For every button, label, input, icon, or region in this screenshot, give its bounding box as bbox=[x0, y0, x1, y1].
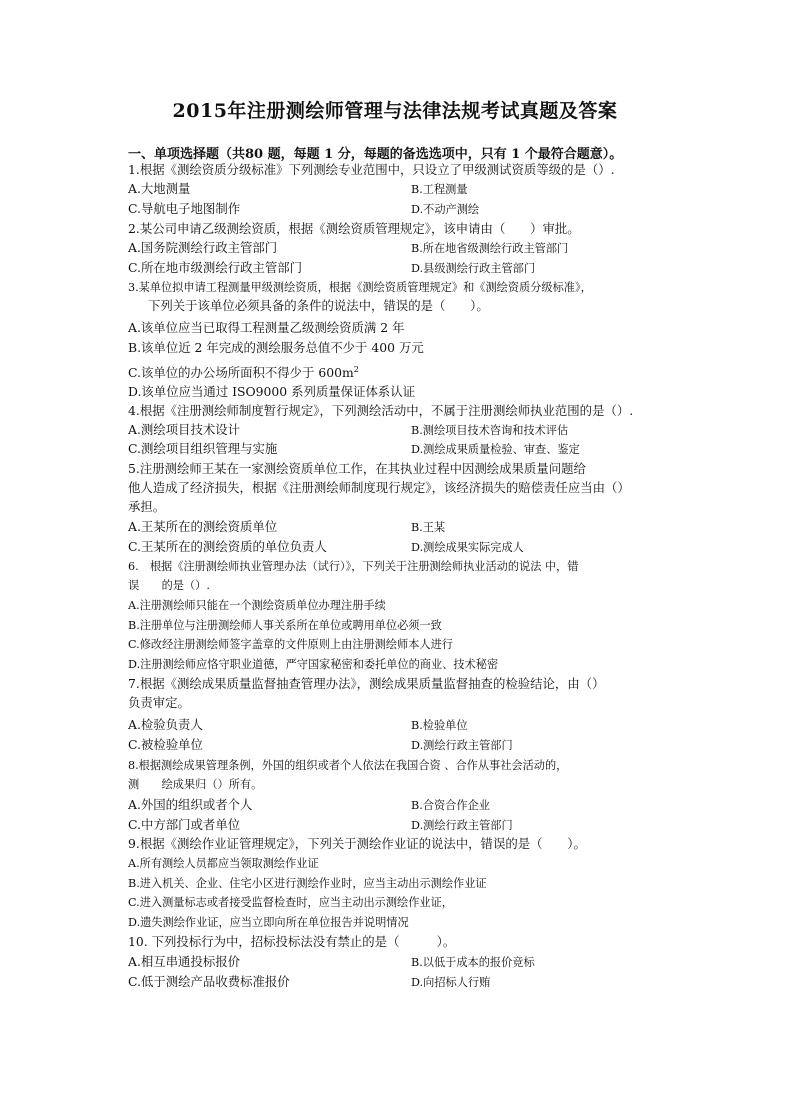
question-2-option-d: D.县级测绘行政主管部门 bbox=[411, 262, 536, 275]
question-5-option-a: A.王某所在的测绘资质单位 bbox=[128, 519, 278, 534]
question-7-option-c: C.被检验单位 bbox=[128, 737, 203, 752]
question-5-option-b: B.王某 bbox=[411, 521, 446, 534]
question-3-stem-line-2: 下列关于该单位必须具备的条件的说法中，错误的是（ ）。 bbox=[148, 298, 489, 313]
question-8-stem-line-2: 测 绘成果归（）所有。 bbox=[128, 778, 263, 791]
question-1-option-b: B.工程测量 bbox=[411, 183, 468, 196]
question-6-option-a: A.注册测绘师只能在一个测绘资质单位办理注册手续 bbox=[128, 599, 386, 612]
question-7-option-b: B.检验单位 bbox=[411, 719, 468, 732]
question-4-option-a: A.测绘项目技术设计 bbox=[128, 422, 241, 437]
question-10-option-b: B.以低于成本的报价竞标 bbox=[411, 956, 535, 969]
question-7-option-d: D.测绘行政主管部门 bbox=[411, 739, 513, 752]
question-2-option-b: B.所在地省级测绘行政主管部门 bbox=[411, 242, 569, 255]
question-7-stem-line-2: 负责审定。 bbox=[128, 695, 190, 710]
question-4-option-b: B.测绘项目技术咨询和技术评估 bbox=[411, 424, 569, 437]
question-4-option-d: D.测绘成果质量检验、审查、鉴定 bbox=[411, 443, 580, 456]
question-3-option-b: B.该单位近 2 年完成的测绘服务总值不少于 400 万元 bbox=[128, 340, 424, 355]
section-heading: 一、单项选择题（共80 题，每题 1 分，每题的备选选项中，只有 1 个最符合题意）。 bbox=[128, 147, 623, 162]
page-title: 2015年注册测绘师管理与法律法规考试真题及答案 bbox=[172, 100, 618, 122]
question-10-option-a: A.相互串通投标报价 bbox=[128, 954, 241, 969]
question-2-option-a: A.国务院测绘行政主管部门 bbox=[128, 240, 278, 255]
question-9-option-a: A.所有测绘人员都应当领取测绘作业证 bbox=[128, 857, 319, 870]
question-1-option-d: D.不动产测绘 bbox=[411, 203, 480, 216]
question-5-stem-line-2: 他人造成了经济损失，根据《注册测绘师制度现行规定》，该经济损失的赔偿责任应当由（） bbox=[128, 480, 630, 495]
question-7-stem-line-1: 7.根据《测绘成果质量监督抽查管理办法》，测绘成果质量监督抽查的检验结论，由（） bbox=[128, 676, 605, 691]
question-4-option-c: C.测绘项目组织管理与实施 bbox=[128, 441, 278, 456]
question-6-stem-line-2: 误 的是（）. bbox=[128, 579, 210, 592]
question-6-stem-line-1: 6. 根据《注册测绘师执业管理办法（试行）》，下列关于注册测绘师执业活动的说法 中，错 bbox=[128, 560, 579, 573]
question-4-stem: 4.根据《注册测绘师制度暂行规定》，下列测绘活动中，不属于注册测绘师执业范围的是（）. bbox=[128, 403, 634, 418]
question-3-option-a: A.该单位应当已取得工程测量乙级测绘资质满 2 年 bbox=[128, 320, 405, 335]
question-9-option-b: B.进入机关、企业、住宅小区进行测绘作业时，应当主动出示测绘作业证 bbox=[128, 877, 487, 890]
question-9-option-d: D.遗失测绘作业证，应当立即向所在单位报告并说明情况 bbox=[128, 916, 409, 929]
question-8-option-a: A.外国的组织或者个人 bbox=[128, 797, 253, 812]
question-8-option-b: B.合资合作企业 bbox=[411, 799, 490, 812]
question-5-stem-line-3: 承担。 bbox=[128, 499, 166, 514]
question-9-stem: 9.根据《测绘作业证管理规定》，下列关于测绘作业证的说法中，错误的是（ ）。 bbox=[128, 836, 586, 851]
question-6-option-d: D.注册测绘师应恪守职业道德，严守国家秘密和委托单位的商业、技术秘密 bbox=[128, 658, 499, 671]
superscript-2: 2 bbox=[353, 365, 359, 374]
question-2-option-c: C.所在地市级测绘行政主管部门 bbox=[128, 260, 303, 275]
question-5-stem-line-1: 5.注册测绘师王某在一家测绘资质单位工作，在其执业过程中因测绘成果质量问题给 bbox=[128, 461, 586, 476]
question-5-option-d: D.测绘成果实际完成人 bbox=[411, 541, 524, 554]
question-1-stem: 1.根据《测绘资质分级标准》下列测绘专业范围中，只设立了甲级测试资质等级的是（）. bbox=[128, 162, 615, 177]
question-6-option-b: B.注册单位与注册测绘师人事关系所在单位或聘用单位必须一致 bbox=[128, 619, 442, 632]
question-7-option-a: A.检验负责人 bbox=[128, 717, 203, 732]
question-10-option-d: D.向招标人行贿 bbox=[411, 976, 491, 989]
question-1-option-a: A.大地测量 bbox=[128, 181, 191, 196]
question-5-option-c: C.王某所在的测绘资质的单位负责人 bbox=[128, 539, 327, 554]
question-3-option-c-text: C.该单位的办公场所面积不得少于 600m bbox=[128, 365, 354, 381]
question-9-option-c: C.进入测量标志或者接受监督检查时，应当主动出示测绘作业证， bbox=[128, 896, 453, 909]
question-6-option-c: C.修改经注册测绘师签字盖章的文件原则上由注册测绘师本人进行 bbox=[128, 638, 453, 651]
question-10-option-c: C.低于测绘产品收费标准报价 bbox=[128, 974, 290, 989]
question-3-option-c bbox=[128, 366, 359, 380]
question-8-option-c: C.中方部门或者单位 bbox=[128, 817, 241, 832]
question-8-option-d: D.测绘行政主管部门 bbox=[411, 819, 513, 832]
question-3-stem-line-1: 3.某单位拟申请工程测量甲级测绘资质，根据《测绘资质管理规定》和《测绘资质分级标准》， bbox=[128, 281, 592, 294]
question-1-option-c: C.导航电子地图制作 bbox=[128, 201, 241, 216]
question-8-stem-line-1: 8.根据测绘成果管理条例，外国的组织或者个人依法在我国合资 、合作从事社会活动的， bbox=[128, 759, 568, 772]
question-2-stem: 2.某公司申请乙级测绘资质，根据《测绘资质管理规定》，该申请由（ ）审批。 bbox=[128, 221, 580, 236]
question-10-stem: 10. 下列投标行为中，招标投标法没有禁止的是（ ）。 bbox=[128, 934, 456, 949]
question-3-option-d: D.该单位应当通过 ISO9000 系列质量保证体系认证 bbox=[128, 384, 416, 399]
